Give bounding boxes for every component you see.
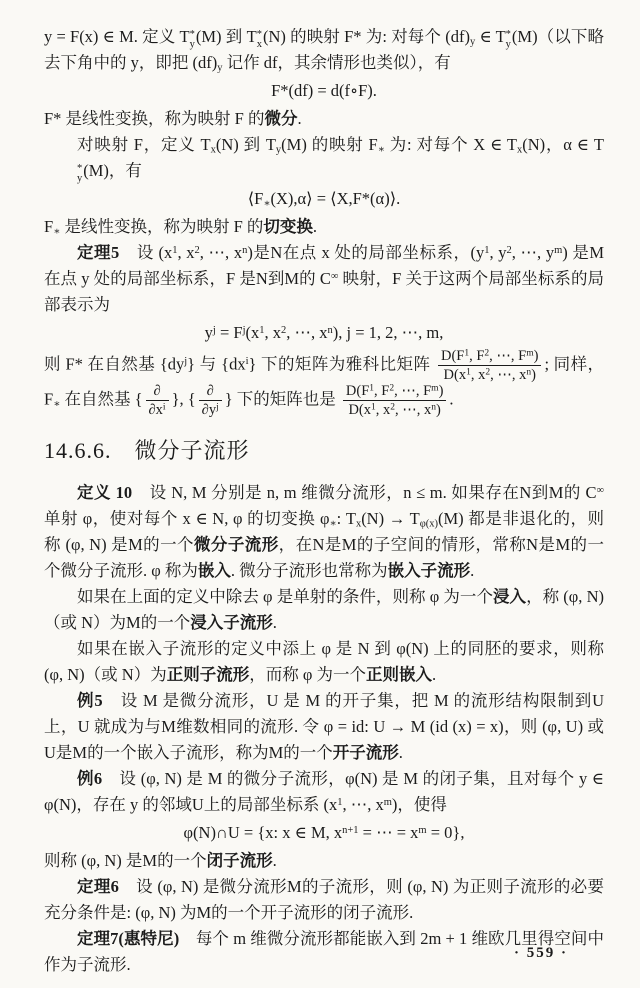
text-run: ∂y	[201, 402, 217, 418]
text-run: n	[242, 244, 248, 256]
text-run: 定理5	[77, 243, 120, 262]
text-run: .	[432, 665, 437, 684]
text-run: 正则子流形	[166, 665, 250, 684]
para-tangent-map-note	[44, 214, 604, 240]
sup-sub-stack: * x	[256, 29, 262, 50]
text-run: m	[431, 383, 439, 394]
text-run: (M) 到 T	[195, 27, 257, 46]
text-run: 1	[172, 244, 178, 256]
para-immersion	[44, 584, 604, 636]
text-run: ⟨F	[247, 189, 264, 208]
text-run: m	[554, 244, 563, 256]
text-run: F*(df) = d(f∘F).	[271, 81, 377, 100]
text-run: )	[436, 402, 441, 418]
text-run: x	[517, 144, 523, 156]
page-number: · 559 ·	[513, 945, 568, 961]
text-run: (N) → T	[361, 509, 420, 528]
text-run: 2	[389, 383, 395, 394]
text-run: , ⋯, x	[199, 243, 243, 262]
para-pushforward-definition	[44, 132, 604, 184]
text-run: .	[272, 613, 277, 632]
text-run: , F	[374, 383, 390, 399]
text-run: .	[297, 109, 302, 128]
text-run: m	[418, 824, 427, 836]
text-run: 设 (φ, N) 是 M 的微分子流形，φ(N) 是 M 的闭子集，且对每个 y ∈ φ(N)，存在 y 的邻域U上的局部坐标系 (x	[44, 769, 604, 814]
text-run: 2	[485, 367, 491, 378]
fraction	[343, 383, 447, 418]
text-run: 在自然基 {	[60, 389, 143, 409]
text-run: ∗	[53, 226, 61, 238]
text-run: F* 是线性变换，称为映射 F 的	[44, 109, 265, 128]
text-run: ; 同样，F	[44, 354, 605, 409]
sup-sub-stack: * y	[505, 29, 511, 50]
text-run: , ⋯, F	[394, 383, 432, 399]
text-run: (M) 都是非退化的，则称 (φ, N) 是M的一个	[44, 509, 605, 554]
text-run: D(x	[348, 402, 371, 418]
text-run: 每个 m 维微分流形都能嵌入到 2m + 1 维欧几里得空间中作为子流形.	[44, 929, 604, 974]
text-run: 2	[390, 402, 395, 413]
text-run: 设 M 是微分流形，U 是 M 的开子集，把 M 的流形结构限制到U上，U 就成为与M维数相同的流形. 令 φ = id: U → M (id (x) = x)，则 (φ, U) 或U是M的一个嵌入子流形，称为M的一个	[44, 691, 605, 762]
text-run: = ⋯ = x	[358, 823, 419, 842]
text-run: 如果在上面的定义中除去 φ 是单射的条件，则称 φ 为一个	[77, 587, 493, 606]
text-run: (M)，有	[83, 161, 142, 180]
text-run: 例5	[77, 691, 103, 710]
text-run: ∗	[377, 144, 385, 156]
text-run: .	[470, 561, 475, 580]
text-run: j	[212, 324, 216, 336]
text-run: 例6	[77, 769, 103, 788]
text-run: 1	[371, 402, 376, 413]
text-run: φ(N)∩U = {x: x ∈ M, x	[183, 823, 343, 842]
text-run: 2	[280, 324, 287, 336]
text-run: }, {	[171, 389, 196, 409]
text-run: )，使得	[391, 795, 447, 814]
text-run: .	[312, 217, 318, 236]
text-run: y	[204, 323, 213, 342]
text-run: 记作 df，其余情形也类似），有	[222, 53, 451, 72]
text-run: D(F	[440, 348, 465, 364]
para-pullback-definition	[44, 24, 604, 76]
text-run: , ⋯, x	[395, 402, 432, 418]
text-run: ∗	[53, 398, 61, 410]
text-run: n+1	[342, 824, 359, 836]
text-run: y	[275, 144, 282, 156]
text-run: ∂	[206, 383, 214, 399]
text-run: 设 N, M 分别是 n, m 维微分流形，n ≤ m. 如果存在N到M的 C	[132, 483, 597, 502]
text-run: 如果在嵌入子流形的定义中添上 φ 是 N 到 φ(N) 上的同胚的要求，则称 (φ, N)（或 N）为	[44, 639, 604, 684]
formula-local-representation	[44, 319, 604, 347]
text-run: , ⋯, y	[511, 243, 555, 262]
text-run: 14.6.6. 微分子流形	[44, 438, 250, 463]
text-run: m	[383, 796, 392, 808]
text-run: j	[216, 402, 219, 413]
text-run: , ⋯, x	[490, 367, 527, 383]
text-run: D(x	[443, 367, 467, 383]
text-run: 设 (φ, N) 是微分流形M的子流形，则 (φ, N) 为正则子流形的必要充分条件是: (φ, N) 为M的一个开子流形的闭子流形.	[44, 877, 605, 922]
text-run: ) 是M在点 y 处的局部坐标系，F 是N到M的 C	[44, 243, 605, 288]
text-run: (X),α⟩ = ⟨X,F*(α)⟩.	[270, 189, 401, 208]
para-jacobian-matrix	[44, 348, 604, 418]
text-run: , x	[264, 323, 281, 342]
text-run: 浸入子流形	[190, 613, 273, 632]
text-run: x	[355, 518, 362, 530]
text-run: 对映射 F，定义 T	[77, 135, 211, 154]
text-run: 切变换	[263, 217, 313, 236]
text-run: y	[217, 62, 223, 74]
text-run: F	[44, 217, 54, 236]
text-run: 正则嵌入	[366, 665, 432, 684]
sup-sub-stack: * y	[189, 29, 195, 50]
text-run: m	[526, 348, 534, 359]
para-regular-submanifold	[44, 636, 604, 688]
text-run: 1	[484, 244, 490, 256]
text-run: . 微分子流形也常称为	[230, 561, 388, 580]
text-run: ∂	[153, 383, 161, 399]
text-run: 1	[337, 796, 343, 808]
text-run: ，在N是M的子空间的情形，常称N是M的一个微分子流形. φ 称为	[44, 535, 604, 580]
text-run: 2	[194, 244, 200, 256]
text-run: 2	[484, 348, 490, 359]
formula-pullback	[44, 77, 604, 105]
text-run: 浸入	[492, 587, 527, 606]
para-example6	[44, 766, 604, 818]
text-run: , F	[469, 348, 485, 364]
text-run: ∗	[329, 518, 337, 530]
para-differential-note	[44, 106, 604, 132]
text-run: 闭子流形	[206, 851, 273, 870]
text-run: n	[526, 367, 532, 378]
text-run: )	[533, 348, 539, 364]
text-run: , ⋯, x	[342, 795, 384, 814]
para-closed-submanifold-note	[44, 848, 604, 874]
text-run: 单射 φ，使对每个 x ∈ N, φ 的切变换 φ	[44, 509, 330, 528]
text-run: ), j = 1, 2, ⋯, m,	[332, 323, 444, 342]
text-run: i	[162, 402, 166, 413]
text-run: 设 (x	[119, 243, 173, 262]
text-run: φ(x)	[419, 518, 438, 530]
para-theorem5	[44, 240, 604, 318]
text-run: 微分	[264, 109, 298, 128]
text-run: 为: 对每个 X ∈ T	[384, 135, 518, 154]
text-run: 则 F* 在自然基 {dy	[44, 354, 185, 374]
text-run: } 下的矩阵也是	[224, 389, 340, 409]
text-run: j	[184, 356, 188, 368]
text-run: , x	[375, 402, 391, 418]
text-run: ∈ T	[475, 27, 506, 46]
text-run: ，称 (φ, N)（或 N）为M的一个	[44, 587, 605, 632]
text-run: 是线性变换，称为映射 F 的	[60, 217, 264, 236]
text-run: , y	[489, 243, 507, 262]
fraction	[199, 383, 222, 418]
text-run: 1	[466, 367, 471, 378]
text-run: 则称 (φ, N) 是M的一个	[44, 851, 207, 870]
text-run: n	[327, 324, 333, 336]
text-run: 微分子流形	[193, 535, 279, 554]
text-run: j	[242, 324, 246, 336]
text-run: , ⋯, x	[286, 323, 328, 342]
text-run: (N)，α ∈ T	[522, 135, 604, 154]
text-run: = 0},	[426, 823, 465, 842]
text-run: (x	[245, 323, 260, 342]
text-run: } 下的矩阵为雅科比矩阵	[248, 354, 435, 374]
text-run: , x	[470, 367, 486, 383]
text-run: ∂x	[148, 402, 163, 418]
text-run: (N) 到 T	[215, 135, 276, 154]
text-run: 开子流形	[332, 743, 399, 762]
text-run: 1	[464, 348, 470, 359]
text-run: .	[398, 743, 403, 762]
text-run: 2	[506, 244, 512, 256]
text-run: D(F	[345, 383, 370, 399]
text-run: ∞	[330, 270, 339, 282]
para-theorem6	[44, 874, 604, 926]
fraction	[146, 383, 169, 418]
text-run: n	[431, 402, 436, 413]
text-run: } 与 {dx	[187, 354, 246, 374]
text-run: (M) 的映射 F	[281, 135, 378, 154]
text-run: ∞	[596, 484, 605, 496]
text-run: .	[272, 851, 277, 870]
text-run: 映射，F 关于这两个局部坐标系的局部表示为	[44, 269, 604, 314]
text-run: )	[438, 383, 444, 399]
sup-sub-stack: * y	[77, 163, 83, 184]
formula-closed-submanifold	[44, 819, 604, 847]
text-run: 定理7(惠特尼)	[77, 929, 180, 948]
text-run: 1	[369, 383, 375, 394]
text-run: y = F(x) ∈ M. 定义 T	[44, 27, 190, 46]
text-run: x	[210, 144, 216, 156]
formula-duality-pairing	[44, 185, 604, 213]
text-run: ，而称 φ 为一个	[249, 665, 366, 684]
section-heading-14-6-6	[44, 436, 604, 466]
para-example5	[44, 688, 604, 766]
text-run: = F	[215, 323, 243, 342]
text-run: )是N在点 x 处的局部坐标系，(y	[247, 243, 485, 262]
text-run: .	[449, 389, 454, 409]
text-run: 1	[259, 324, 265, 336]
text-run: y	[469, 36, 476, 48]
text-run: 嵌入	[197, 561, 231, 580]
text-run: 定理6	[77, 877, 119, 896]
text-run: 定义 10	[77, 483, 133, 502]
text-run: i	[245, 356, 249, 368]
text-run: : T	[336, 509, 356, 528]
text-run: (M)（以下略去下角中的 y，即把 (df)	[44, 27, 604, 72]
text-run: , x	[177, 243, 195, 262]
text-run: (N) 的映射 F* 为: 对每个 (df)	[262, 27, 470, 46]
text-run: ∗	[263, 198, 271, 210]
text-run: , ⋯, F	[489, 348, 527, 364]
text-run: 嵌入子流形	[387, 561, 471, 580]
text-run: )	[531, 367, 536, 383]
fraction	[438, 348, 542, 383]
para-definition10	[44, 480, 604, 584]
